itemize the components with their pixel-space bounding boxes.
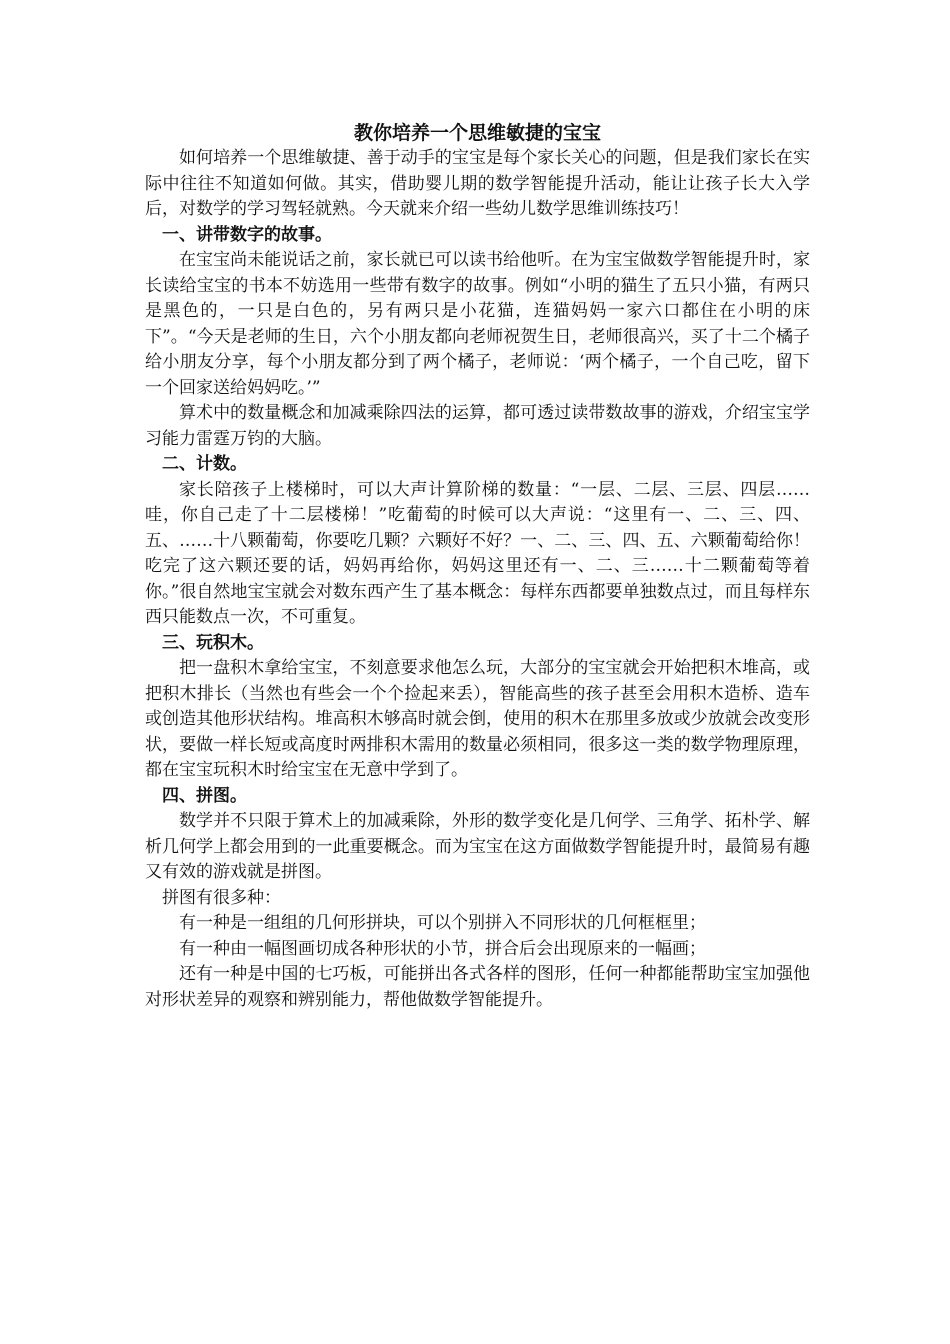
section-heading-1: 一、讲带数字的故事。 (162, 224, 332, 245)
section-heading-4: 四、拼图。 (162, 785, 247, 806)
section-1-paragraph-1: 在宝宝尚未能说话之前，家长就已可以读书给他听。在为宝宝做数学智能提升时，家长读给宝宝的书本不妨选用一些带有数字的故事。例如“小明的猫生了五只小猫，有两只是黑色的，一只是白色的，另有两只是小花猫，连猫妈妈一家六口都住在小明的床下”。“今天是老师的生日，六个小朋友都向老师祝贺生日，老师很高兴，买了十二个橘子给小朋友分享，每个小朋友都分到了两个橘子，老师说：‘两个橘子，一个自己吃，留下一个回家送给妈妈吃。’” (145, 250, 810, 398)
article-body (145, 120, 810, 1013)
section-4-paragraph-1: 数学并不只限于算术上的加减乘除，外形的数学变化是几何学、三角学、拓朴学、解析几何学上都会用到的一此重要概念。而为宝宝在这方面做数学智能提升时，最简易有趣又有效的游戏就是拼图。 (145, 811, 810, 882)
section-2-paragraph-1: 家长陪孩子上楼梯时，可以大声计算阶梯的数量：“一层、二层、三层、四层……哇，你自己走了十二层楼梯！”吃葡萄的时候可以大声说：“这里有一、二、三、四、五、……十八颗葡萄，你要吃几颗？六颗好不好？一、二、三、四、五、六颗葡萄给你！吃完了这六颗还要的话，妈妈再给你，妈妈这里还有一、二、三……十二颗葡萄等着你。”很自然地宝宝就会对数东西产生了基本概念：每样东西都要单独数点过，而且每样东西只能数点一次，不可重复。 (145, 479, 810, 627)
section-heading-2: 二、计数。 (162, 454, 247, 474)
puzzle-type-3: 还有一种是中国的七巧板，可能拼出各式各样的图形，任何一种都能帮助宝宝加强他对形状差异的观察和辨别能力，帮他做数学智能提升。 (145, 964, 810, 1010)
puzzle-intro: 拼图有很多种： (162, 887, 281, 908)
section-1-paragraph-2: 算术中的数量概念和加减乘除四法的运算，都可透过读带数故事的游戏，介绍宝宝学习能力雷霆万钧的大脑。 (145, 403, 810, 449)
section-3-paragraph-1: 把一盘积木拿给宝宝，不刻意要求他怎么玩，大部分的宝宝就会开始把积木堆高，或把积木排长（当然也有些会一个个捡起来丢），智能高些的孩子甚至会用积木造桥、造车或创造其他形状结构。堆高积木够高时就会倒，使用的积木在那里多放或少放就会改变形状，要做一样长短或高度时两排积木需用的数量必须相同，很多这一类的数学物理原理，都在宝宝玩积木时给宝宝在无意中学到了。 (145, 658, 810, 780)
intro-paragraph: 如何培养一个思维敏捷、善于动手的宝宝是每个家长关心的问题，但是我们家长在实际中往往不知道如何做。其实，借助婴儿期的数学智能提升活动，能让让孩子长大入学后，对数学的学习驾轻就熟。今天就来介绍一些幼儿数学思维训练技巧！ (145, 148, 810, 219)
section-heading-3: 三、玩积木。 (162, 632, 264, 653)
puzzle-type-2: 有一种由一幅图画切成各种形状的小节，拼合后会出现原来的一幅画； (179, 938, 706, 959)
article-title: 教你培养一个思维敏捷的宝宝 (353, 122, 601, 144)
puzzle-type-1: 有一种是一组组的几何形拼块，可以个别拼入不同形状的几何框框里； (179, 913, 706, 933)
